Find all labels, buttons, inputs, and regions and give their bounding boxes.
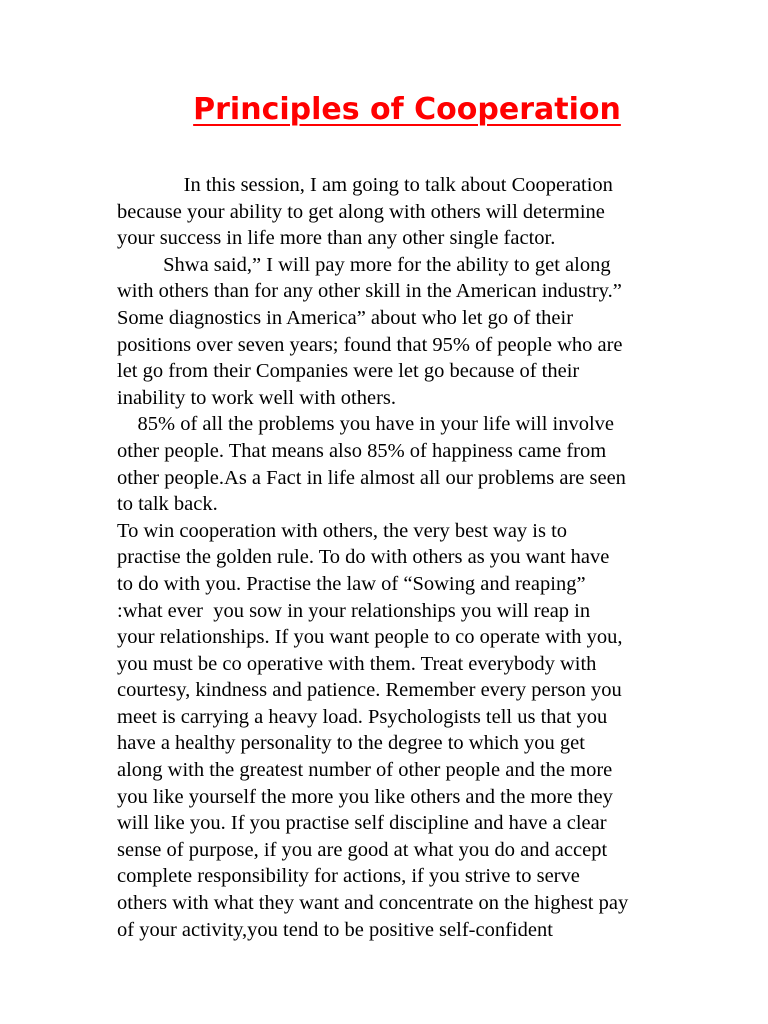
text-line: positions over seven years; found that 95% of people who are bbox=[117, 333, 623, 356]
text-line: courtesy, kindness and patience. Remember every person you bbox=[117, 679, 622, 702]
text-line: other people. That means also 85% of happiness came from bbox=[117, 439, 607, 462]
text-line: 85% of all the problems you have in your life will involve bbox=[117, 413, 615, 436]
text-line: To win cooperation with others, the very best way is to bbox=[117, 519, 568, 542]
text-line: In this session, I am going to talk about Cooperation bbox=[117, 174, 613, 196]
text-line: sense of purpose, if you are good at what you do and accept bbox=[117, 838, 608, 861]
text-line: meet is carrying a heavy load. Psychologists tell us that you bbox=[117, 705, 608, 728]
text-line: your success in life more than any other single factor. bbox=[117, 227, 556, 250]
text-line: :what ever you sow in your relationships you will reap in bbox=[117, 599, 591, 622]
text-line: of your activity,you tend to be positive self-confident bbox=[117, 918, 553, 941]
text-line: complete responsibility for actions, if you strive to serve bbox=[117, 865, 580, 888]
body-text bbox=[117, 172, 717, 943]
text-line: Some diagnostics in America” about who let go of their bbox=[117, 306, 574, 329]
text-line: along with the greatest number of other people and the more bbox=[117, 759, 613, 782]
text-line: because your ability to get along with others will determine bbox=[117, 200, 605, 223]
text-line: your relationships. If you want people to co operate with you, bbox=[117, 626, 623, 649]
text-line: to talk back. bbox=[117, 493, 218, 516]
text-line: you must be co operative with them. Treat everybody with bbox=[117, 652, 597, 675]
page-title: Principles of Cooperation bbox=[193, 92, 621, 127]
text-line: will like you. If you practise self discipline and have a clear bbox=[117, 812, 607, 835]
text-line: Shwa said,” I will pay more for the ability to get along bbox=[117, 253, 611, 276]
text-line: you like yourself the more you like others and the more they bbox=[117, 785, 613, 808]
text-line: with others than for any other skill in the American industry.” bbox=[117, 280, 622, 303]
text-line: let go from their Companies were let go because of their bbox=[117, 360, 580, 383]
text-line: practise the golden rule. To do with others as you want have bbox=[117, 546, 610, 569]
text-line: have a healthy personality to the degree to which you get bbox=[117, 732, 585, 755]
text-line: other people.As a Fact in life almost all our problems are seen bbox=[117, 466, 626, 489]
text-line: inability to work well with others. bbox=[117, 386, 396, 409]
text-line: to do with you. Practise the law of “Sowing and reaping” bbox=[117, 572, 586, 595]
text-line: others with what they want and concentrate on the highest pay bbox=[117, 892, 629, 915]
